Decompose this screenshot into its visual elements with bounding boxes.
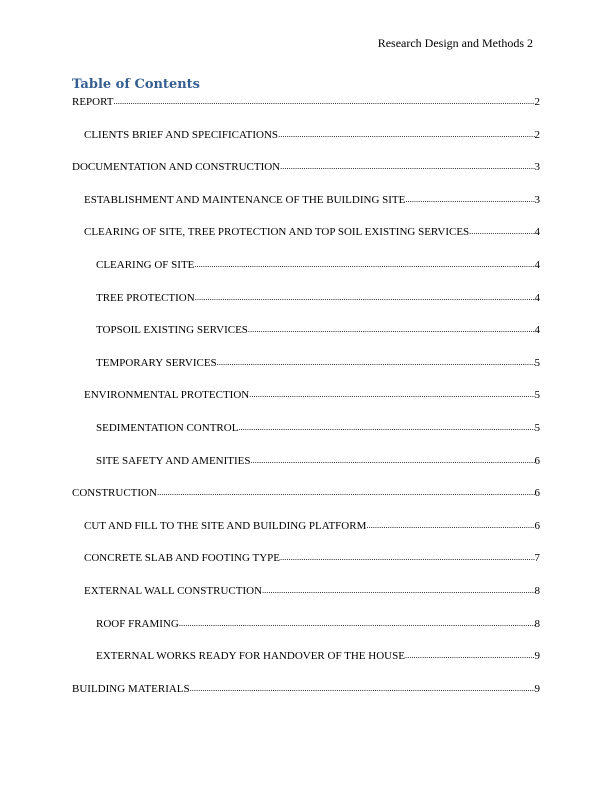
toc-dot-leader (405, 192, 534, 206)
toc-entry-temporary-services[interactable] (72, 356, 540, 389)
toc-entry-page: 6 (534, 519, 540, 532)
toc-dot-leader (251, 453, 535, 467)
toc-entry-title: EXTERNAL WORKS READY FOR HANDOVER OF THE HOUSE (96, 650, 405, 663)
toc-entry-page: 7 (534, 552, 540, 565)
toc-entry-page: 5 (534, 356, 540, 369)
toc-dot-leader (366, 518, 534, 532)
toc-dot-leader (190, 681, 535, 695)
toc-entry-title: CLIENTS BRIEF AND SPECIFICATIONS (84, 128, 279, 141)
toc-entry-page: 8 (534, 617, 540, 630)
toc-entry-page: 2 (534, 128, 540, 141)
toc-entry-page: 5 (534, 389, 540, 402)
toc-dot-leader (217, 355, 535, 369)
toc-entry-title: CONCRETE SLAB AND FOOTING TYPE (84, 552, 280, 565)
toc-entry-page: 3 (534, 161, 540, 174)
toc-entry-sedimentation-control[interactable] (72, 421, 540, 454)
toc-entry-page: 6 (534, 454, 540, 467)
toc-entry-title: ESTABLISHMENT AND MAINTENANCE OF THE BUILDING SITE (84, 193, 406, 206)
toc-dot-leader (405, 648, 535, 662)
toc-dot-leader (179, 616, 535, 630)
toc-entry-title: TEMPORARY SERVICES (96, 356, 217, 369)
toc-entry-building-materials[interactable] (72, 682, 540, 715)
toc-entry-title: CONSTRUCTION (72, 487, 157, 500)
toc-dot-leader (278, 127, 534, 141)
toc-entry-title: REPORT (72, 96, 114, 108)
toc-entry-title: CLEARING OF SITE, TREE PROTECTION AND TOP SOIL EXISTING SERVICES (84, 226, 470, 239)
toc-dot-leader (194, 257, 534, 271)
toc-dot-leader (280, 550, 535, 564)
toc-entry-page: 5 (534, 421, 540, 434)
toc-entry-page: 9 (534, 650, 540, 663)
toc-heading: Table of Contents (72, 77, 200, 92)
toc-entry-page: 8 (534, 584, 540, 597)
toc-entry-page: 4 (534, 324, 540, 337)
toc-entry-concrete-slab[interactable] (72, 551, 540, 584)
toc-entry-external-wall[interactable] (72, 584, 540, 617)
toc-entry-page: 9 (534, 682, 540, 695)
toc-entry-site-safety[interactable] (72, 454, 540, 487)
toc-entry-title: ROOF FRAMING (96, 617, 179, 630)
toc-dot-leader (469, 224, 534, 238)
toc-entry-topsoil-services[interactable] (72, 323, 540, 356)
toc-entry-documentation[interactable] (72, 160, 540, 193)
toc-dot-leader (238, 420, 534, 434)
toc-dot-leader (114, 94, 535, 108)
toc-entry-cut-and-fill[interactable] (72, 519, 540, 552)
toc-entry-title: CUT AND FILL TO THE SITE AND BUILDING PLATFORM (84, 519, 367, 532)
toc-entry-page: 2 (534, 96, 540, 108)
toc-entry-clearing-tree-topsoil[interactable] (72, 225, 540, 258)
toc-dot-leader (249, 387, 534, 401)
toc-entry-page: 3 (534, 193, 540, 206)
toc-entry-clearing-of-site[interactable] (72, 258, 540, 291)
toc-entry-title: SITE SAFETY AND AMENITIES (96, 454, 251, 467)
toc-dot-leader (280, 159, 534, 173)
toc-entry-title: CLEARING OF SITE (96, 258, 195, 271)
toc-entry-tree-protection[interactable] (72, 291, 540, 324)
toc-entry-title: TOPSOIL EXISTING SERVICES (96, 324, 248, 337)
toc-entry-page: 4 (534, 291, 540, 304)
toc-dot-leader (195, 290, 535, 304)
toc-entry-page: 4 (534, 258, 540, 271)
toc-dot-leader (248, 322, 535, 336)
toc-entry-establishment[interactable] (72, 193, 540, 226)
toc-entry-construction[interactable] (72, 486, 540, 519)
toc-entry-environmental-protection[interactable] (72, 388, 540, 421)
toc-entry-title: EXTERNAL WALL CONSTRUCTION (84, 584, 263, 597)
toc-entry-title: BUILDING MATERIALS (72, 682, 190, 695)
running-head: Research Design and Methods 2 (377, 36, 533, 50)
toc-entry-page: 4 (534, 226, 540, 239)
toc-list (72, 95, 540, 714)
toc-dot-leader (262, 583, 534, 597)
toc-entry-external-works[interactable] (72, 649, 540, 682)
toc-entry-roof-framing[interactable] (72, 617, 540, 650)
toc-dot-leader (157, 485, 535, 499)
toc-entry-title: SEDIMENTATION CONTROL (96, 421, 239, 434)
toc-entry-clients-brief[interactable] (72, 128, 540, 161)
toc-entry-title: TREE PROTECTION (96, 291, 195, 304)
toc-entry-report[interactable] (72, 95, 540, 128)
toc-entry-page: 6 (534, 487, 540, 500)
toc-entry-title: ENVIRONMENTAL PROTECTION (84, 389, 250, 402)
toc-entry-title: DOCUMENTATION AND CONSTRUCTION (72, 161, 281, 174)
